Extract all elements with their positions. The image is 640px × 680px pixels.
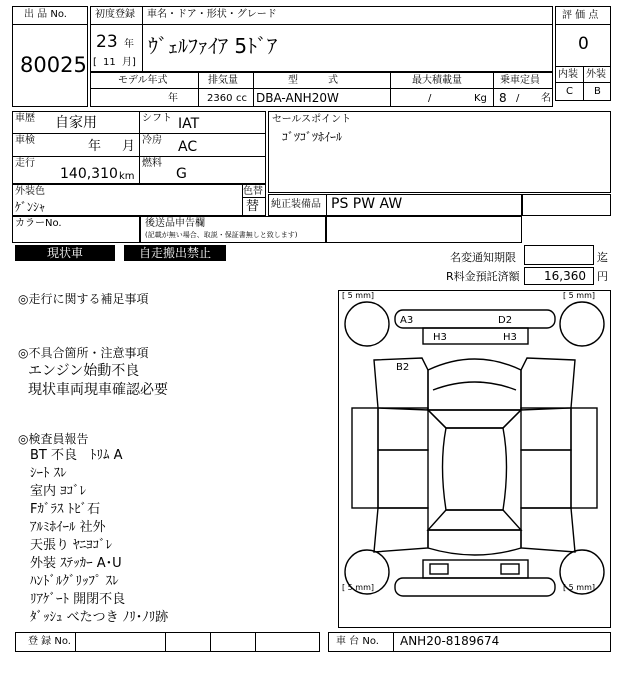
max-load-label: 最大積載量: [412, 75, 462, 86]
inspector-item: ﾘｱｹﾞｰﾄ 開閉不良: [30, 592, 126, 607]
capacity-unit: 名: [541, 93, 551, 104]
mileage-label: 走行: [15, 158, 35, 169]
displacement: 2360: [207, 93, 233, 104]
capacity-label: 乗車定員: [500, 75, 540, 86]
car-diagram: [338, 290, 611, 628]
max-load-sep: /: [428, 93, 432, 104]
lot-label: 出 品 No.: [24, 9, 67, 20]
as-is-badge: 現状車: [15, 245, 115, 261]
max-load-unit: Kg: [474, 93, 487, 104]
inspector-item: ﾊﾝﾄﾞﾙｸﾞﾘｯﾌﾟ ｽﾚ: [30, 574, 119, 589]
tire-front-left: [345, 302, 389, 346]
ac: AC: [178, 139, 198, 155]
inspector-item: ｼｰﾄ ｽﾚ: [30, 466, 67, 481]
later-items-extra-box: [326, 216, 522, 243]
ext-color: ｹﾞﾝｼｬ: [15, 200, 46, 214]
inspection-label: 車検: [15, 135, 35, 146]
recycle-amount: 16,360: [544, 269, 586, 283]
damage-mark: H3: [503, 332, 517, 343]
tire-label: [ 5 mm]: [342, 291, 375, 300]
month-bracket: [: [93, 57, 97, 68]
car-name-label: 車名・ドア・形状・グレード: [147, 9, 277, 20]
inspection-year: 年: [88, 139, 102, 154]
damage-mark: A3: [400, 315, 414, 326]
fuel: G: [176, 166, 187, 182]
tire-front-right: [560, 302, 604, 346]
inspector-item: Fｶﾞﾗｽ ﾄﾋﾞ石: [30, 502, 101, 517]
no-self-drive-badge: 自走搬出禁止: [124, 245, 226, 261]
driving-notes-title: ◎走行に関する補足事項: [18, 292, 149, 306]
chassis-label: 車 台 No.: [336, 636, 379, 647]
inspector-title: ◎検査員報告: [18, 432, 89, 446]
shift-label: シフト: [142, 113, 172, 124]
name-change-field: [524, 245, 594, 265]
defect-item: エンジン始動不良: [28, 363, 140, 379]
reg-year: 23: [96, 32, 118, 52]
displacement-unit: cc: [236, 93, 247, 104]
name-change-unit: 迄: [597, 251, 608, 264]
inspector-item: 外装 ｽﾃｯｶｰ A･U: [30, 556, 122, 571]
score-label: 評 価 点: [562, 10, 599, 21]
ext-color-box: [12, 184, 266, 216]
repaint-label: 色替: [243, 186, 263, 197]
tire-label: [ 5 mm]: [342, 583, 375, 592]
mileage-unit: km: [119, 171, 135, 182]
chassis-number: ANH20-8189674: [400, 634, 500, 648]
rear-glass: [428, 510, 521, 530]
roof: [443, 428, 507, 510]
inspector-item: 室内 ﾖｺﾞﾚ: [30, 484, 87, 499]
inspection-month: 月: [122, 139, 136, 154]
later-items-note: (記載が無い場合、取説・保証書無しと致します): [145, 231, 298, 239]
interior-grade: C: [566, 86, 573, 97]
sales-point-label: セールスポイント: [272, 114, 352, 125]
car-name: ｳﾞｪﾙﾌｧｲｱ 5ﾄﾞｱ: [148, 34, 278, 58]
lot-number: 80025: [20, 53, 87, 77]
model-year-label: モデル年式: [118, 75, 168, 86]
color-no-label: カラーNo.: [15, 218, 62, 229]
reg-month: 11: [103, 57, 116, 68]
reg-year-unit: 年: [124, 39, 134, 50]
recycle-unit: 円: [597, 270, 608, 283]
sales-point: ｺﾞﾂｺﾞﾂﾎｲｰﾙ: [282, 130, 343, 144]
model-year-unit: 年: [168, 93, 178, 104]
defects-title: ◎不具合箇所・注意事項: [18, 346, 149, 360]
history: 自家用: [55, 115, 97, 131]
equipment-extra-box: [522, 194, 611, 216]
inspector-item: ﾀﾞｯｼｭ べたつき ﾉﾘ･ﾉﾘ跡: [30, 610, 169, 625]
damage-mark: H3: [433, 332, 447, 343]
name-change-label: 名変通知期限: [450, 251, 516, 264]
damage-mark: D2: [498, 315, 513, 326]
repaint: 替: [246, 199, 260, 214]
damage-mark: B2: [396, 362, 410, 373]
shift: IAT: [178, 116, 200, 132]
windshield: [428, 410, 521, 428]
first-reg-label: 初度登録: [95, 9, 135, 20]
capacity-sep: /: [516, 93, 520, 104]
exterior-label: 外装: [586, 69, 606, 80]
tire-label: [ 5 mm]: [563, 291, 596, 300]
front-bumper: [395, 310, 555, 328]
tire-label: [ 5 mm]: [563, 583, 596, 592]
hood: [428, 359, 521, 410]
rear-bumper: [395, 578, 555, 596]
inspector-item: 天張り ﾔﾆﾖｺﾞﾚ: [30, 538, 113, 553]
equipment: PS PW AW: [331, 196, 403, 212]
reg-no-label: 登 録 No.: [28, 636, 71, 647]
model-code: DBA-ANH20W: [256, 91, 339, 105]
later-items-label: 後送品申告欄: [145, 218, 205, 229]
history-label: 車歴: [15, 113, 35, 124]
interior-label: 内装: [558, 69, 578, 80]
defect-item: 現状車両現車確認必要: [28, 382, 168, 398]
ext-color-label: 外装色: [15, 186, 45, 197]
inspector-item: BT 不良 ﾄﾘﾑ A: [30, 448, 123, 463]
mileage: 140,310: [60, 166, 118, 182]
inspector-item: ｱﾙﾐﾎｲｰﾙ 社外: [30, 520, 106, 535]
capacity: 8: [499, 91, 507, 105]
score-value: 0: [578, 34, 589, 54]
equipment-label: 純正装備品: [271, 199, 321, 210]
type-label: 型 式: [288, 75, 338, 86]
fuel-label: 燃料: [142, 158, 162, 169]
reg-month-unit: 月]: [122, 57, 136, 68]
recycle-label: R料金預託済額: [446, 270, 520, 283]
exterior-grade: B: [594, 86, 601, 97]
displacement-label: 排気量: [208, 75, 238, 86]
ac-label: 冷房: [142, 135, 162, 146]
